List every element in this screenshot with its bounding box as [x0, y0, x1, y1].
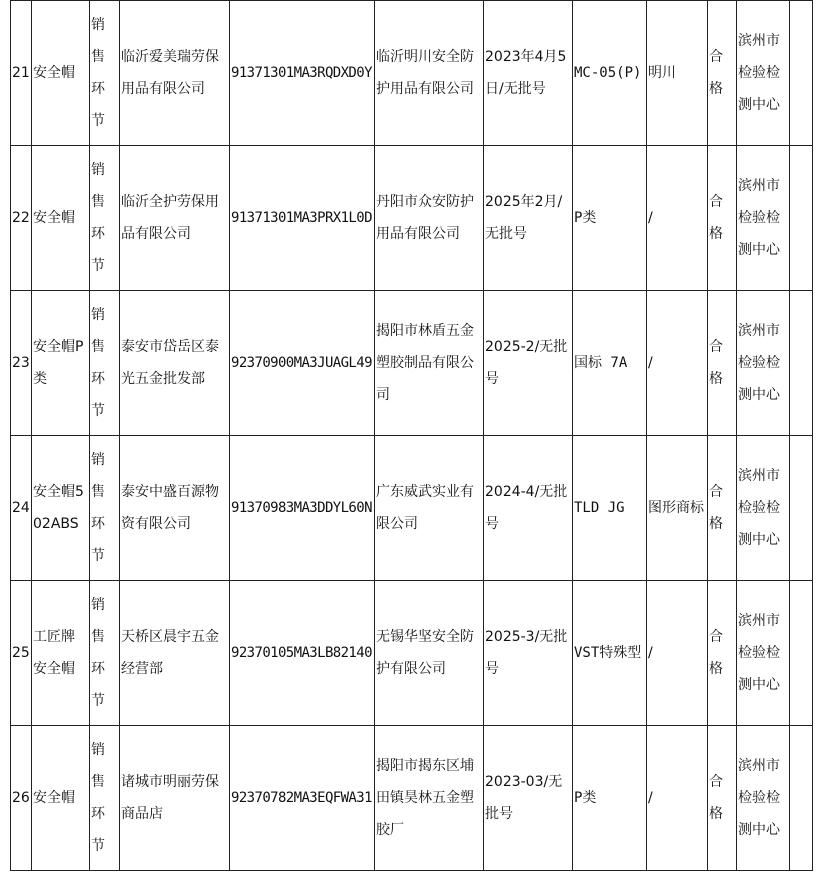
- seller-name: 诸城市明丽劳保商品店: [120, 726, 230, 871]
- table-row: [11, 146, 813, 291]
- model-spec: VST特殊型: [573, 581, 647, 726]
- row-number: 24: [11, 436, 32, 581]
- testing-agency: 滨州市检验检测中心: [737, 726, 790, 871]
- row-number: 26: [11, 726, 32, 871]
- row-number: 22: [11, 146, 32, 291]
- sampling-stage: 销售环节: [90, 291, 120, 436]
- empty-cell: [790, 1, 813, 146]
- empty-cell: [790, 436, 813, 581]
- table-row: [11, 1, 813, 146]
- brand: 图形商标: [647, 436, 708, 581]
- manufacturer: 临沂明川安全防护用品有限公司: [375, 1, 484, 146]
- model-spec: P类: [573, 146, 647, 291]
- product-name: 安全帽: [32, 726, 90, 871]
- sampling-stage: 销售环节: [90, 146, 120, 291]
- brand: 明川: [647, 1, 708, 146]
- manufacturer: 广东威武实业有限公司: [375, 436, 484, 581]
- test-result: 合格: [708, 581, 737, 726]
- manufacturer: 揭阳市林盾五金塑胶制品有限公司: [375, 291, 484, 436]
- production-date-batch: 2025-3/无批号: [484, 581, 573, 726]
- empty-cell: [790, 726, 813, 871]
- model-spec: P类: [573, 726, 647, 871]
- manufacturer: 无锡华坚安全防护有限公司: [375, 581, 484, 726]
- production-date-batch: 2025-2/无批号: [484, 291, 573, 436]
- production-date-batch: 2023-03/无批号: [484, 726, 573, 871]
- production-date-batch: 2024-4/无批号: [484, 436, 573, 581]
- testing-agency: 滨州市检验检测中心: [737, 146, 790, 291]
- manufacturer: 揭阳市揭东区埔田镇昊林五金塑胶厂: [375, 726, 484, 871]
- row-number: 25: [11, 581, 32, 726]
- seller-name: 天桥区晨宇五金经营部: [120, 581, 230, 726]
- empty-cell: [790, 146, 813, 291]
- seller-name: 泰安中盛百源物资有限公司: [120, 436, 230, 581]
- production-date-batch: 2025年2月/无批号: [484, 146, 573, 291]
- seller-name: 临沂全护劳保用品有限公司: [120, 146, 230, 291]
- testing-agency: 滨州市检验检测中心: [737, 581, 790, 726]
- product-name: 工匠牌安全帽: [32, 581, 90, 726]
- credit-code: 91371301MA3RQDXD0Y: [230, 1, 375, 146]
- test-result: 合格: [708, 1, 737, 146]
- product-name: 安全帽P类: [32, 291, 90, 436]
- testing-agency: 滨州市检验检测中心: [737, 436, 790, 581]
- test-result: 合格: [708, 291, 737, 436]
- credit-code: 92370105MA3LB82140: [230, 581, 375, 726]
- test-result: 合格: [708, 436, 737, 581]
- table-row: [11, 581, 813, 726]
- brand: /: [647, 146, 708, 291]
- test-result: 合格: [708, 726, 737, 871]
- credit-code: 92370782MA3EQFWA31: [230, 726, 375, 871]
- table-row: [11, 291, 813, 436]
- model-spec: 国标 7A: [573, 291, 647, 436]
- production-date-batch: 2023年4月5日/无批号: [484, 1, 573, 146]
- row-number: 23: [11, 291, 32, 436]
- table-row: [11, 726, 813, 871]
- sampling-stage: 销售环节: [90, 581, 120, 726]
- row-number: 21: [11, 1, 32, 146]
- product-name: 安全帽: [32, 1, 90, 146]
- brand: /: [647, 291, 708, 436]
- model-spec: TLD JG: [573, 436, 647, 581]
- model-spec: MC-05(P): [573, 1, 647, 146]
- empty-cell: [790, 291, 813, 436]
- test-result: 合格: [708, 146, 737, 291]
- credit-code: 92370900MA3JUAGL49: [230, 291, 375, 436]
- sampling-stage: 销售环节: [90, 726, 120, 871]
- table-row: [11, 436, 813, 581]
- sampling-stage: 销售环节: [90, 436, 120, 581]
- brand: /: [647, 726, 708, 871]
- manufacturer: 丹阳市众安防护用品有限公司: [375, 146, 484, 291]
- testing-agency: 滨州市检验检测中心: [737, 291, 790, 436]
- empty-cell: [790, 581, 813, 726]
- seller-name: 泰安市岱岳区泰光五金批发部: [120, 291, 230, 436]
- brand: /: [647, 581, 708, 726]
- sampling-stage: 销售环节: [90, 1, 120, 146]
- sampling-results-table: [10, 0, 813, 871]
- credit-code: 91370983MA3DDYL60N: [230, 436, 375, 581]
- product-name: 安全帽: [32, 146, 90, 291]
- product-name: 安全帽502ABS: [32, 436, 90, 581]
- seller-name: 临沂爱美瑞劳保用品有限公司: [120, 1, 230, 146]
- testing-agency: 滨州市检验检测中心: [737, 1, 790, 146]
- credit-code: 91371301MA3PRX1L0D: [230, 146, 375, 291]
